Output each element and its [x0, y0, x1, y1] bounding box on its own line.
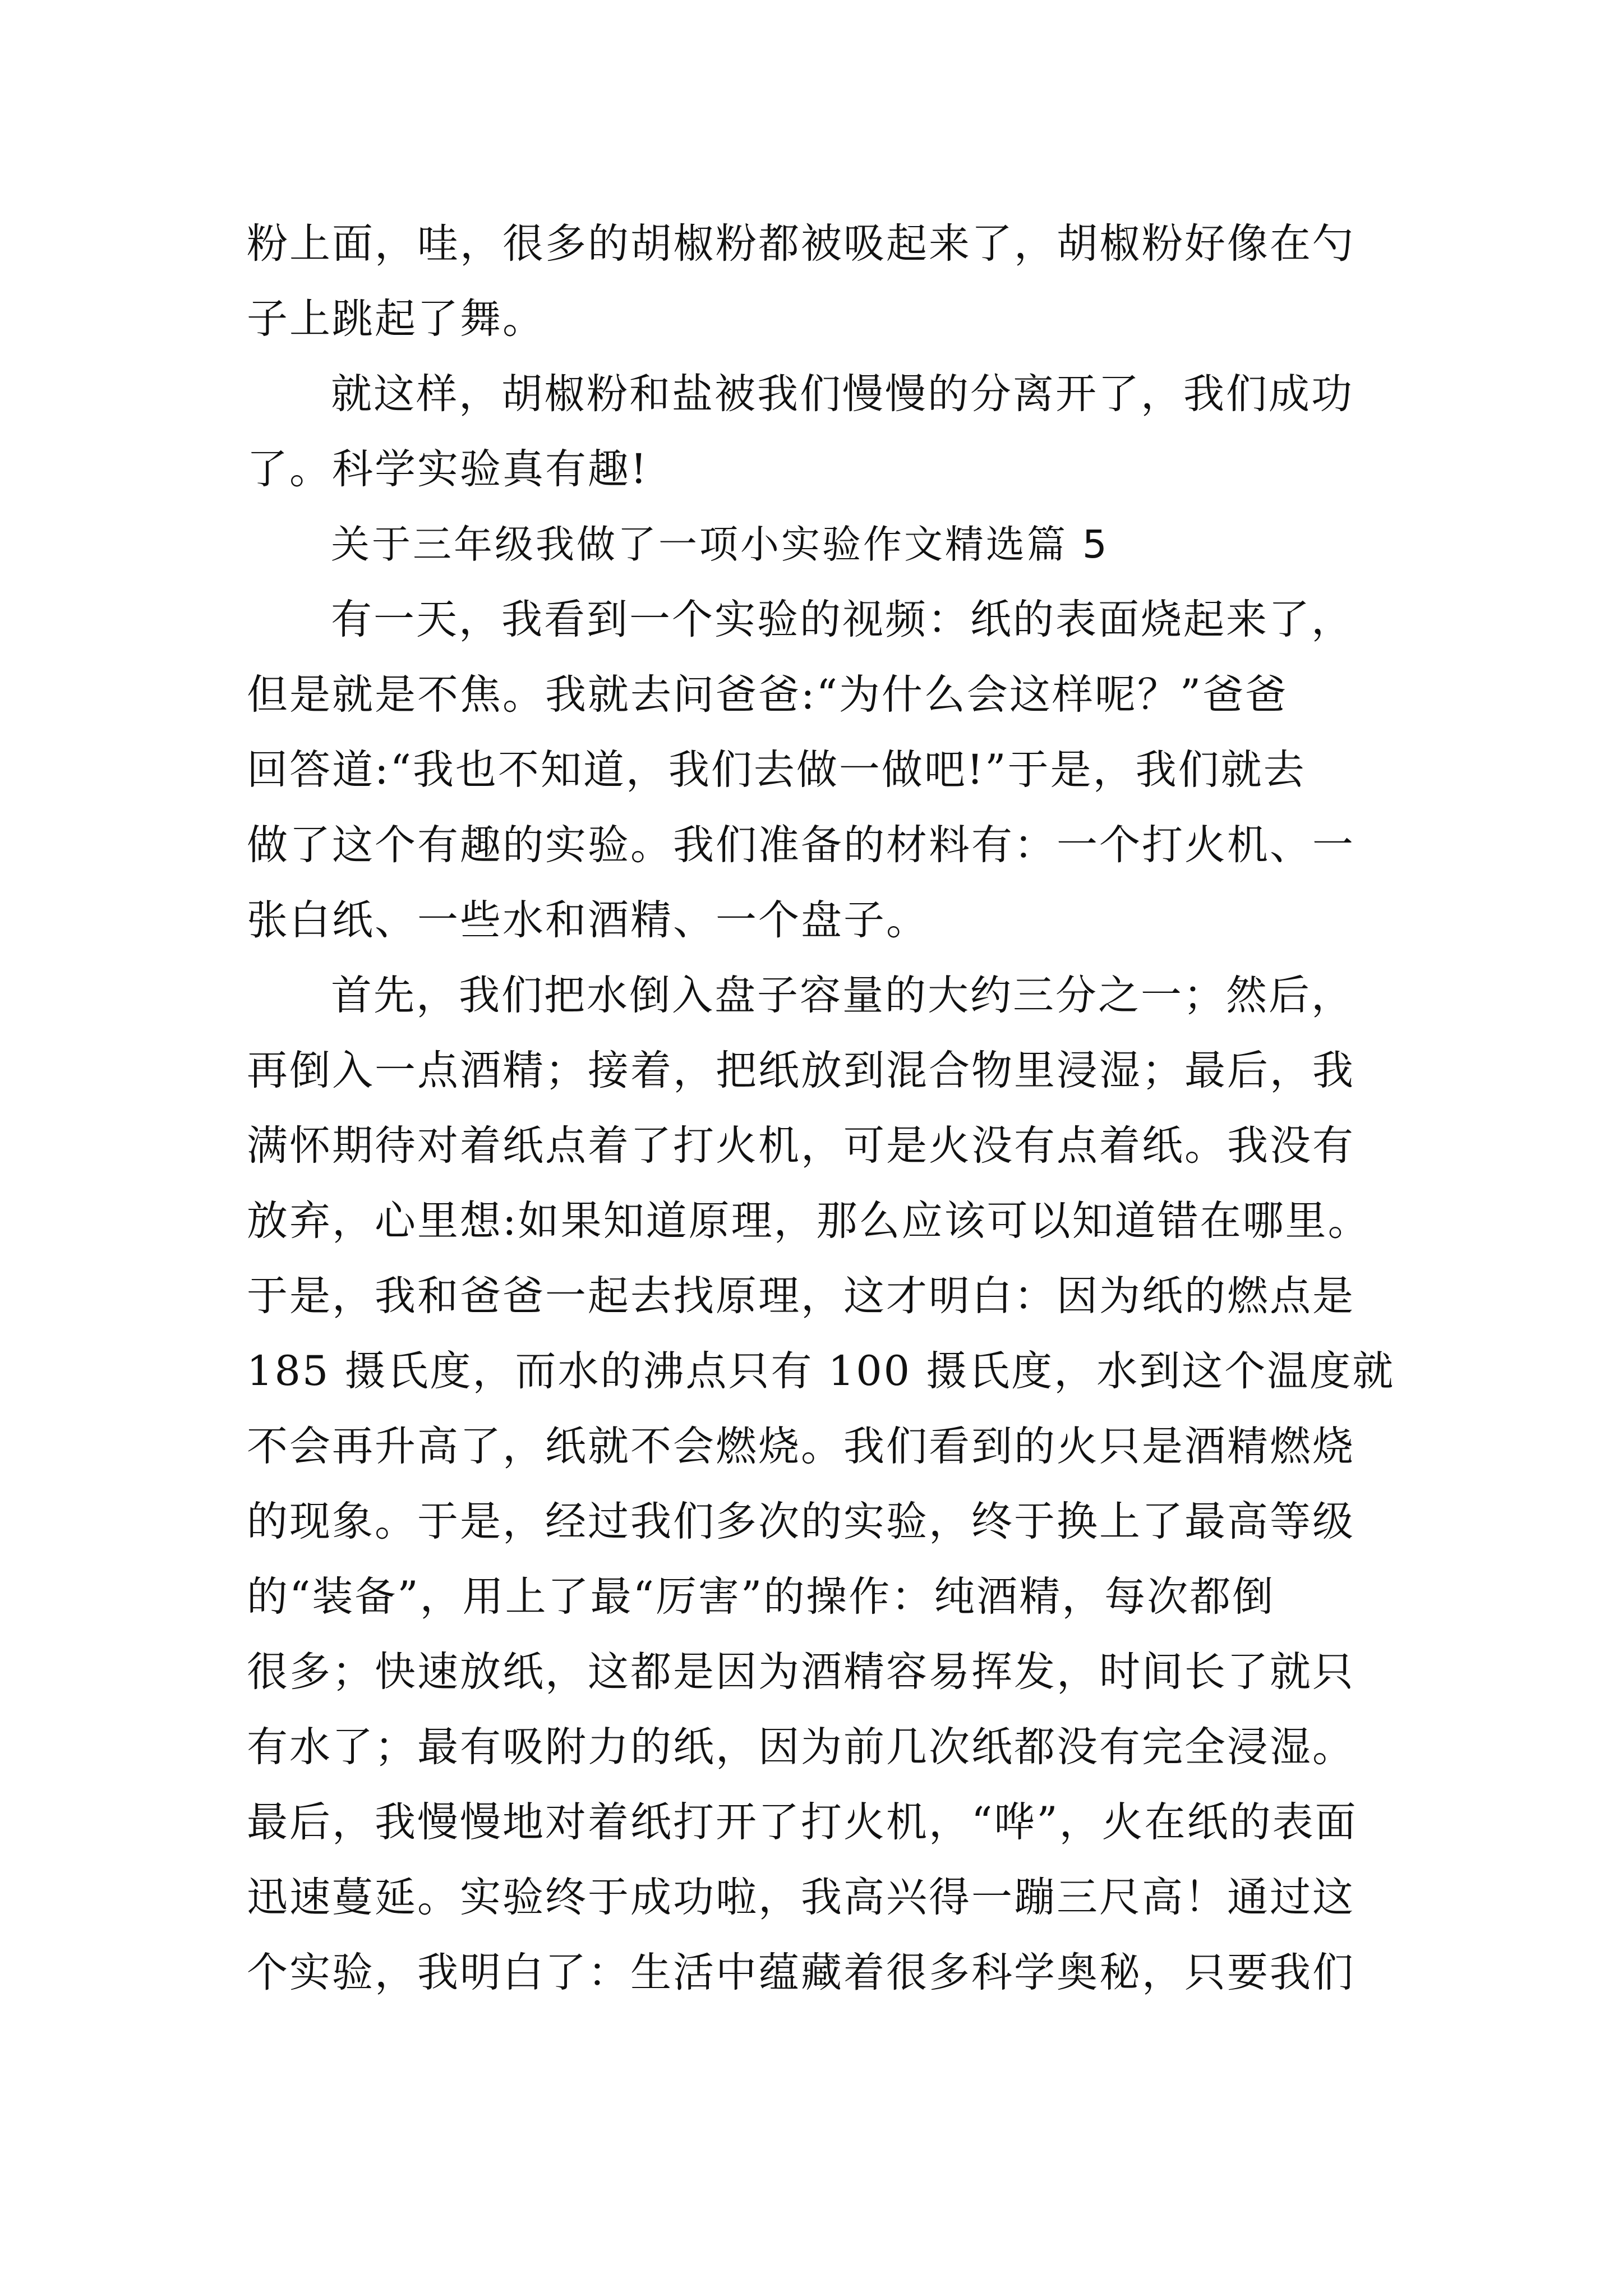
text-line: 了。科学实验真有趣!: [247, 445, 649, 493]
document-body: [247, 206, 1402, 2010]
text-line: 回答道:“我也不知道，我们去做一做吧!”于是，我们就去: [247, 746, 1306, 794]
text-line: 迅速蔓延。实验终于成功啦，我高兴得一蹦三尺高！通过这: [247, 1874, 1355, 1921]
text-line: 但是就是不焦。我就去问爸爸:“为什么会这样呢？”爸爸: [247, 671, 1288, 719]
paragraph-start-line: 首先，我们把水倒入盘子容量的大约三分之一；然后，: [331, 972, 1354, 1019]
text-line: 的现象。于是，经过我们多次的实验，终于换上了最高等级: [247, 1498, 1355, 1545]
text-line: 个实验，我明白了：生活中蕴藏着很多科学奥秘，只要我们: [247, 1949, 1355, 1996]
section-heading: 关于三年级我做了一项小实验作文精选篇 5: [331, 522, 1109, 567]
text-line: 很多；快速放纸，这都是因为酒精容易挥发，时间长了就只: [247, 1648, 1355, 1696]
text-line: 做了这个有趣的实验。我们准备的材料有：一个打火机、一: [247, 821, 1355, 869]
text-line: 不会再升高了，纸就不会燃烧。我们看到的火只是酒精燃烧: [247, 1423, 1355, 1470]
text-line: 放弃，心里想:如果知道原理，那么应该可以知道错在哪里。: [247, 1197, 1371, 1245]
text-line: 有水了；最有吸附力的纸，因为前几次纸都没有完全浸湿。: [247, 1723, 1355, 1771]
text-line: 于是，我和爸爸一起去找原理，这才明白：因为纸的燃点是: [247, 1272, 1355, 1320]
text-line: 子上跳起了舞。: [247, 295, 545, 343]
text-line: 粉上面，哇，很多的胡椒粉都被吸起来了，胡椒粉好像在勺: [247, 220, 1355, 268]
text-line: 185 摄氏度，而水的沸点只有 100 摄氏度，水到这个温度就: [247, 1347, 1395, 1395]
paragraph-start-line: 有一天，我看到一个实验的视频：纸的表面烧起来了，: [331, 596, 1354, 643]
paragraph-start-line: 就这样，胡椒粉和盐被我们慢慢的分离开了，我们成功: [331, 370, 1354, 418]
text-line: 的“装备”，用上了最“厉害”的操作：纯酒精，每次都倒: [247, 1573, 1275, 1621]
text-line: 张白纸、一些水和酒精、一个盘子。: [247, 896, 929, 944]
text-line: 再倒入一点酒精；接着，把纸放到混合物里浸湿；最后，我: [247, 1047, 1355, 1094]
text-line: 最后，我慢慢地对着纸打开了打火机，“哗”，火在纸的表面: [247, 1798, 1358, 1846]
text-line: 满怀期待对着纸点着了打火机，可是火没有点着纸。我没有: [247, 1122, 1355, 1170]
